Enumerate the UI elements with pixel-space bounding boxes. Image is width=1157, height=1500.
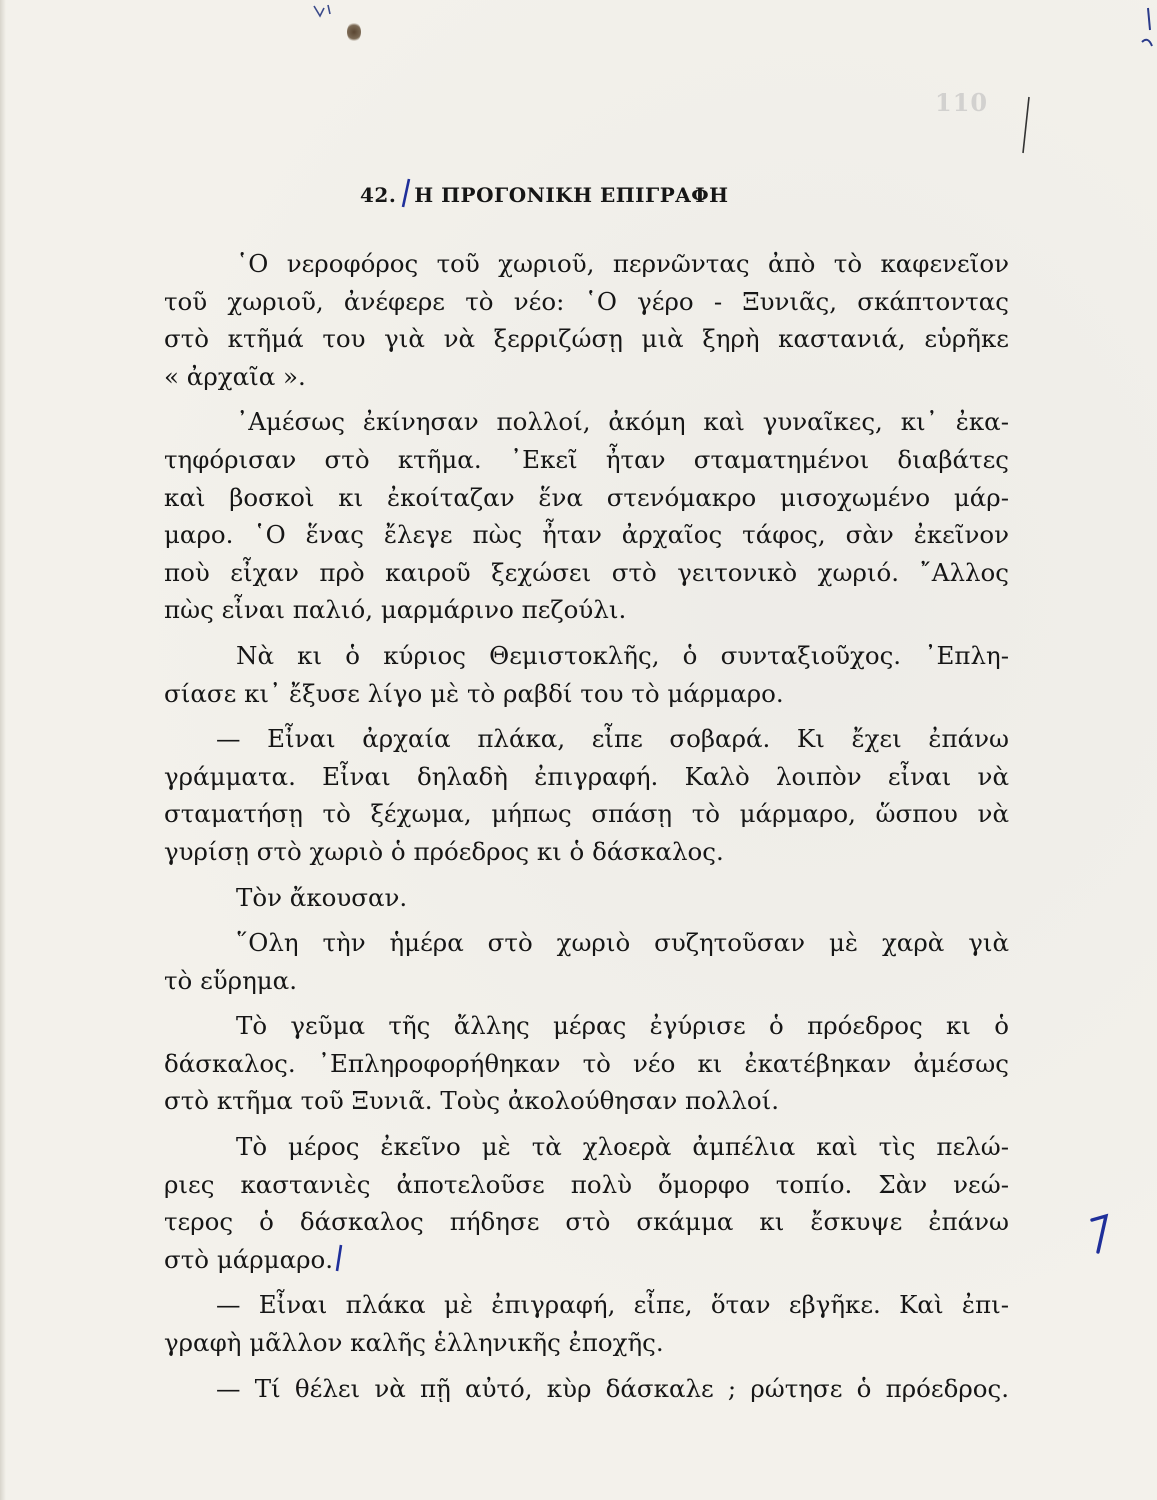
chapter-number: 42. bbox=[360, 183, 397, 207]
text-line: Τὸ γεῦμα τῆς ἄλλης μέρας ἐγύρισε ὁ πρόεδρος κι ὁ bbox=[236, 1011, 1009, 1041]
text-line: ᾿Αμέσως ἐκίνησαν πολλοί, ἀκόμη καὶ γυναῖκες, κι᾿ ἐκα- bbox=[236, 407, 1009, 437]
text-line: γραφὴ μᾶλλον καλῆς ἑλληνικῆς ἐποχῆς. bbox=[164, 1328, 664, 1358]
pencil-mark-top bbox=[310, 2, 350, 24]
text-line: ριες καστανιὲς ἀποτελοῦσε πολὺ ὄμορφο τοπίο. Σὰν νεώ- bbox=[164, 1169, 1009, 1199]
chapter-heading-text: Η ΠΡΟΓΟΝΙΚΗ ΕΠΙΓΡΑΦΗ bbox=[414, 183, 729, 207]
text-line-with-mark bbox=[164, 1241, 1009, 1279]
blue-ink-margin-mark bbox=[1086, 1210, 1112, 1256]
text-line: πὼς εἶναι παλιό, μαρμάρινο πεζούλι. bbox=[164, 595, 627, 625]
text-line: τηφόρισαν στὸ κτῆμα. ᾿Εκεῖ ἦταν σταματημένοι διαβάτες bbox=[164, 444, 1009, 474]
text-line: — Εἶναι πλάκα μὲ ἐπιγραφή, εἶπε, ὅταν εβγῆκε. Καὶ ἐπι- bbox=[216, 1290, 1009, 1320]
text-line: — Τί θέλει νὰ πῇ αὐτό, κὺρ δάσκαλε ; ρώτησε ὁ πρόεδρος. bbox=[216, 1373, 1009, 1403]
chapter-title bbox=[360, 178, 729, 208]
text-line: Τὸν ἄκουσαν. bbox=[236, 882, 408, 912]
text-line: ποὺ εἶχαν πρὸ καιροῦ ξεχώσει στὸ γειτονικὸ χωριό. ῎Αλλος bbox=[164, 557, 1009, 587]
text-line: καὶ βοσκοὶ κι ἐκοίταζαν ἕνα στενόμακρο μισοχωμένο μάρ- bbox=[164, 482, 1009, 512]
blue-ink-slash bbox=[334, 1244, 344, 1272]
pencil-stroke-margin bbox=[1020, 95, 1032, 155]
text-line: — Εἶναι ἀρχαία πλάκα, εἶπε σοβαρά. Κι ἔχει ἐπάνω bbox=[216, 724, 1009, 754]
text-line: δάσκαλος. ᾿Επληροφορήθηκαν τὸ νέο κι ἐκατέβηκαν ἀμέσως bbox=[164, 1048, 1009, 1078]
body-text bbox=[164, 245, 1009, 1407]
text-line: τοῦ χωριοῦ, ἀνέφερε τὸ νέο: ῾Ο γέρο - Ξυνιᾶς, σκάπτοντας bbox=[164, 286, 1009, 316]
text-line: στὸ μάρμαρο. bbox=[164, 1244, 334, 1274]
text-line: ῾Ο νεροφόρος τοῦ χωριοῦ, περνῶντας ἀπὸ τὸ καφενεῖον bbox=[236, 249, 1009, 278]
blue-ink-slash bbox=[400, 178, 412, 208]
text-line: στὸ κτῆμά του γιὰ νὰ ξερριζώσῃ μιὰ ξηρὴ καστανιά, εὑρῆκε bbox=[164, 324, 1009, 354]
text-line: Νὰ κι ὁ κύριος Θεμιστοκλῆς, ὁ συνταξιοῦχος. ᾿Επλη- bbox=[236, 640, 1009, 670]
text-line: γράμματα. Εἶναι δηλαδὴ ἐπιγραφή. Καλὸ λοιπὸν εἶναι νὰ bbox=[164, 761, 1009, 791]
text-line: τερος ὁ δάσκαλος πήδησε στὸ σκάμμα κι ἔσκυψε ἐπάνω bbox=[164, 1207, 1009, 1237]
text-line: γυρίσῃ στὸ χωριὸ ὁ πρόεδρος κι ὁ δάσκαλος. bbox=[164, 836, 724, 866]
text-line: σταματήσῃ τὸ ξέχωμα, μήπως σπάσῃ τὸ μάρμαρο, ὥσπου νὰ bbox=[164, 799, 1009, 829]
page-edge-shadow bbox=[0, 0, 6, 1500]
text-line: στὸ κτῆμα τοῦ Ξυνιᾶ. Τοὺς ἀκολούθησαν πολλοί. bbox=[164, 1086, 780, 1116]
page-number-show-through: 110 bbox=[935, 88, 989, 117]
text-line: σίασε κι᾿ ἔξυσε λίγο μὲ τὸ ραβδί του τὸ μάρμαρο. bbox=[164, 678, 784, 708]
text-line: τὸ εὕρημα. bbox=[164, 965, 298, 995]
ink-stain bbox=[347, 22, 361, 42]
text-line: Τὸ μέρος ἐκεῖνο μὲ τὰ χλοερὰ ἀμπέλια καὶ τὶς πελώ- bbox=[236, 1132, 1009, 1162]
text-line: ῞Ολη τὴν ἡμέρα στὸ χωριὸ συζητοῦσαν μὲ χαρὰ γιὰ bbox=[236, 928, 1009, 958]
text-line: « ἀρχαῖα ». bbox=[164, 361, 306, 391]
pencil-mark-corner bbox=[1128, 0, 1157, 60]
text-line: μαρο. ῾Ο ἕνας ἔλεγε πὼς ἦταν ἀρχαῖος τάφος, σὰν ἐκεῖνον bbox=[164, 520, 1009, 550]
